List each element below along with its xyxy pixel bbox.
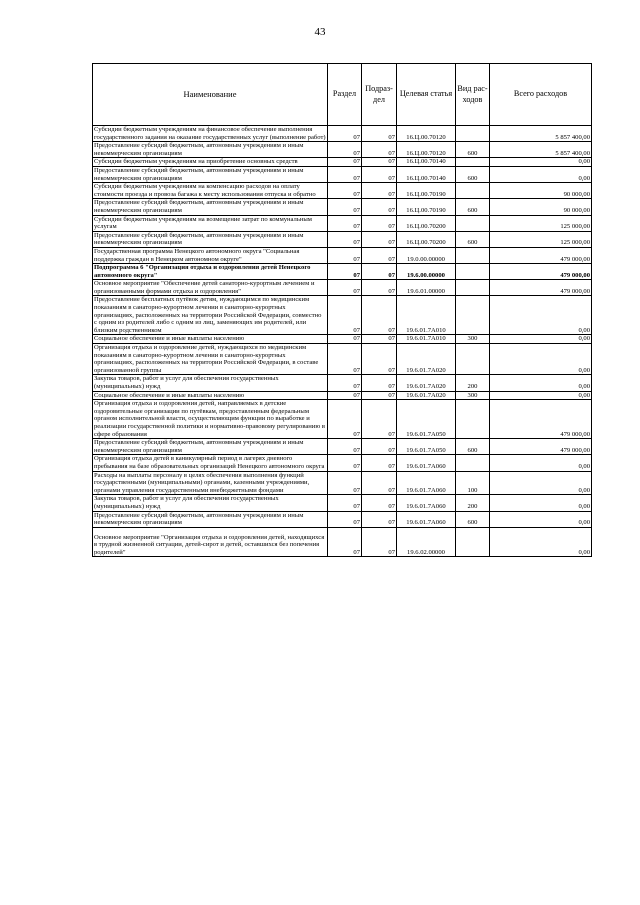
- cell-section: 07: [328, 375, 362, 391]
- cell-subsection: 07: [362, 158, 397, 167]
- cell-type: [456, 280, 490, 296]
- cell-section: 07: [328, 264, 362, 280]
- cell-total: 0,00: [490, 335, 592, 344]
- cell-subsection: 07: [362, 166, 397, 182]
- cell-section: 07: [328, 231, 362, 247]
- cell-target: 19.6.01.7А060: [397, 455, 456, 471]
- cell-subsection: 07: [362, 400, 397, 439]
- cell-type: [456, 126, 490, 142]
- cell-subsection: 07: [362, 344, 397, 375]
- table-row: [93, 280, 592, 296]
- cell-type: [456, 527, 490, 557]
- cell-total: 125 000,00: [490, 215, 592, 231]
- table-row: [93, 455, 592, 471]
- cell-total: 0,00: [490, 511, 592, 527]
- column-header-target: Целевая статья: [397, 64, 456, 126]
- cell-type: 300: [456, 391, 490, 400]
- table-row: [93, 471, 592, 495]
- cell-name: Субсидии бюджетным учреждениям на приобретение основных средств: [93, 158, 328, 167]
- table-body: [93, 126, 592, 557]
- cell-subsection: 07: [362, 126, 397, 142]
- cell-section: 07: [328, 400, 362, 439]
- cell-total: 90 000,00: [490, 199, 592, 215]
- cell-type: [456, 264, 490, 280]
- cell-target: 19.6.01.7А020: [397, 344, 456, 375]
- cell-name: Государственная программа Ненецкого автономного округа "Социальная поддержка граждан в Ненецком автономном округе": [93, 247, 328, 263]
- cell-subsection: 07: [362, 264, 397, 280]
- cell-subsection: 07: [362, 511, 397, 527]
- cell-total: 5 857 400,00: [490, 142, 592, 158]
- cell-total: 0,00: [490, 166, 592, 182]
- cell-section: 07: [328, 142, 362, 158]
- cell-section: 07: [328, 126, 362, 142]
- cell-name: Предоставление субсидий бюджетным, автономным учреждениям и иным некоммерческим организациям: [93, 439, 328, 455]
- cell-section: 07: [328, 495, 362, 511]
- cell-type: 600: [456, 142, 490, 158]
- cell-target: 19.6.01.7А010: [397, 296, 456, 335]
- table-row: [93, 158, 592, 167]
- table-row: [93, 400, 592, 439]
- cell-subsection: 07: [362, 455, 397, 471]
- cell-target: 19.6.01.7А060: [397, 511, 456, 527]
- table-row: [93, 183, 592, 199]
- cell-subsection: 07: [362, 231, 397, 247]
- column-header-total: Всего расходов: [490, 64, 592, 126]
- column-header-section: Раздел: [328, 64, 362, 126]
- cell-subsection: 07: [362, 527, 397, 557]
- cell-section: 07: [328, 344, 362, 375]
- budget-table: [92, 63, 592, 557]
- cell-name: Социальное обеспечение и иные выплаты населению: [93, 335, 328, 344]
- cell-name: Закупка товаров, работ и услуг для обеспечения государственных (муниципальных) нужд: [93, 375, 328, 391]
- cell-type: 100: [456, 471, 490, 495]
- table-header-row: [93, 64, 592, 126]
- cell-target: 16.Ц.00.70200: [397, 231, 456, 247]
- table-row: [93, 296, 592, 335]
- cell-type: 600: [456, 199, 490, 215]
- table-row: [93, 391, 592, 400]
- table-row: [93, 142, 592, 158]
- cell-target: 16.Ц.00.70140: [397, 158, 456, 167]
- cell-total: 479 000,00: [490, 439, 592, 455]
- cell-target: 19.6.01.7А050: [397, 400, 456, 439]
- cell-subsection: 07: [362, 199, 397, 215]
- column-header-subsection: Подраз-дел: [362, 64, 397, 126]
- table-row: [93, 344, 592, 375]
- cell-total: 0,00: [490, 455, 592, 471]
- cell-name: Социальное обеспечение и иные выплаты населению: [93, 391, 328, 400]
- cell-total: 0,00: [490, 375, 592, 391]
- cell-target: 16.Ц.00.70200: [397, 215, 456, 231]
- cell-total: 0,00: [490, 527, 592, 557]
- cell-total: 0,00: [490, 495, 592, 511]
- cell-name: Организация отдыха и оздоровления детей, направляемых в детские оздоровительные организации по путёвкам, предоставленным федеральным органом исполнительной власти, осуществляющим функции по выработке и реализации государственной политики и нормативно-правовому регулированию в сфере образования: [93, 400, 328, 439]
- cell-target: 16.Ц.00.70120: [397, 126, 456, 142]
- cell-name: Субсидии бюджетным учреждениям на возмещение затрат по коммунальным услугам: [93, 215, 328, 231]
- cell-section: 07: [328, 215, 362, 231]
- cell-type: 200: [456, 495, 490, 511]
- table-row: [93, 126, 592, 142]
- cell-subsection: 07: [362, 335, 397, 344]
- cell-name: Предоставление бесплатных путёвок детям, нуждающимся по медицинским показаниям в санаторно-курортном лечении в санаторно-курортных организациях, расположенных на территории Российской Федерации, совместно с одним из родителей либо с одним из лиц, заменяющих им родителей, или близким родственником: [93, 296, 328, 335]
- cell-type: [456, 247, 490, 263]
- table-row: [93, 247, 592, 263]
- cell-subsection: 07: [362, 439, 397, 455]
- cell-target: 19.6.01.7А020: [397, 391, 456, 400]
- cell-total: 0,00: [490, 158, 592, 167]
- cell-name: Организация отдыха и оздоровление детей, нуждающихся по медицинским показаниям в санаторно-курортном лечении в санаторно-курортных организациях, расположенных на территории Российской Федерации, в составе организованной группы: [93, 344, 328, 375]
- cell-section: 07: [328, 455, 362, 471]
- cell-total: 90 000,00: [490, 183, 592, 199]
- cell-type: [456, 455, 490, 471]
- cell-name: Субсидии бюджетным учреждениям на финансовое обеспечение выполнения государственного задания на оказание государственных услуг (выполнение работ): [94, 126, 326, 141]
- cell-target: 19.6.01.7А060: [397, 471, 456, 495]
- cell-target: 19.0.00.00000: [397, 247, 456, 263]
- table-row: [93, 527, 592, 557]
- cell-target: 16.Ц.00.70190: [397, 183, 456, 199]
- cell-name: Предоставление субсидий бюджетным, автономным учреждениям и иным некоммерческим организациям: [93, 511, 328, 527]
- cell-subsection: 07: [362, 495, 397, 511]
- cell-type: 600: [456, 439, 490, 455]
- cell-name: Субсидии бюджетным учреждениям на компенсацию расходов на оплату стоимости проезда и провоза багажа к месту использования отпуска и обратно: [93, 183, 328, 199]
- cell-type: [456, 215, 490, 231]
- cell-subsection: 07: [362, 391, 397, 400]
- cell-section: 07: [328, 296, 362, 335]
- cell-subsection: 07: [362, 280, 397, 296]
- cell-type: 600: [456, 166, 490, 182]
- cell-total: 479 000,00: [490, 264, 592, 280]
- cell-name: Подпрограмма 6 "Организация отдыха и оздоровления детей Ненецкого автономного округа": [93, 264, 328, 280]
- cell-name: Предоставление субсидий бюджетным, автономным учреждениям и иным некоммерческим организациям: [93, 199, 328, 215]
- cell-target: 19.6.01.7А020: [397, 375, 456, 391]
- cell-section: 07: [328, 199, 362, 215]
- cell-type: 600: [456, 231, 490, 247]
- cell-section: 07: [328, 471, 362, 495]
- cell-name: Предоставление субсидий бюджетным, автономным учреждениям и иным некоммерческим организациям: [93, 142, 328, 158]
- table-row: [93, 215, 592, 231]
- cell-section: 07: [328, 511, 362, 527]
- cell-name: Организация отдыха детей в каникулярный период в лагерях дневного пребывания на базе образовательных организаций Ненецкого автономного округа: [93, 455, 328, 471]
- table-row: [93, 375, 592, 391]
- table-row: [93, 231, 592, 247]
- cell-type: [456, 400, 490, 439]
- column-header-name: Наименование: [93, 64, 328, 126]
- cell-target: 16.Ц.00.70140: [397, 166, 456, 182]
- cell-name: Основное мероприятие "Обеспечение детей санаторно-курортным лечением и организованными формами отдыха и оздоровления": [93, 280, 328, 296]
- cell-type: 200: [456, 375, 490, 391]
- cell-section: 07: [328, 527, 362, 557]
- table-row: [93, 199, 592, 215]
- cell-type: [456, 296, 490, 335]
- cell-section: 07: [328, 335, 362, 344]
- cell-total: 5 857 400,00: [490, 126, 592, 142]
- cell-section: 07: [328, 166, 362, 182]
- cell-section: 07: [328, 280, 362, 296]
- column-header-type: Вид рас-ходов: [456, 64, 490, 126]
- cell-total: 0,00: [490, 296, 592, 335]
- cell-total: 0,00: [490, 391, 592, 400]
- cell-target: 19.6.01.00000: [397, 280, 456, 296]
- table-row: [93, 166, 592, 182]
- cell-type: [456, 158, 490, 167]
- cell-subsection: 07: [362, 471, 397, 495]
- cell-target: 16.Ц.00.70190: [397, 199, 456, 215]
- cell-total: 125 000,00: [490, 231, 592, 247]
- cell-section: 07: [328, 439, 362, 455]
- cell-subsection: 07: [362, 247, 397, 263]
- cell-subsection: 07: [362, 375, 397, 391]
- cell-subsection: 07: [362, 183, 397, 199]
- cell-total: 479 000,00: [490, 400, 592, 439]
- cell-section: 07: [328, 183, 362, 199]
- cell-name: Закупка товаров, работ и услуг для обеспечения государственных (муниципальных) нужд: [93, 495, 328, 511]
- cell-name: Предоставление субсидий бюджетным, автономным учреждениям и иным некоммерческим организациям: [93, 166, 328, 182]
- cell-section: 07: [328, 158, 362, 167]
- table-row: [93, 439, 592, 455]
- table-row: [93, 335, 592, 344]
- cell-total: 0,00: [490, 471, 592, 495]
- cell-section: 07: [328, 247, 362, 263]
- cell-target: 16.Ц.00.70120: [397, 142, 456, 158]
- cell-target: 19.6.02.00000: [397, 527, 456, 557]
- page-number: 43: [314, 26, 326, 38]
- cell-total: 0,00: [490, 344, 592, 375]
- cell-name: Основное мероприятие "Организация отдыха и оздоровления детей, находящихся в трудной жизненной ситуации, детей-сирот и детей, оставшихся без попечения родителей": [93, 527, 328, 557]
- cell-target: 19.6.00.00000: [397, 264, 456, 280]
- table-row: [93, 264, 592, 280]
- cell-target: 19.6.01.7А010: [397, 335, 456, 344]
- cell-target: 19.6.01.7А060: [397, 495, 456, 511]
- cell-subsection: 07: [362, 142, 397, 158]
- cell-subsection: 07: [362, 296, 397, 335]
- cell-type: 300: [456, 335, 490, 344]
- cell-type: [456, 183, 490, 199]
- cell-name: Предоставление субсидий бюджетным, автономным учреждениям и иным некоммерческим организациям: [93, 231, 328, 247]
- cell-subsection: 07: [362, 215, 397, 231]
- table-row: [93, 495, 592, 511]
- cell-type: 600: [456, 511, 490, 527]
- cell-type: [456, 344, 490, 375]
- cell-section: 07: [328, 391, 362, 400]
- cell-target: 19.6.01.7А050: [397, 439, 456, 455]
- cell-name: Расходы на выплаты персоналу в целях обеспечения выполнения функций государственными (муниципальными) органами, казенными учреждениями, органами управления государственными внебюджетными фондами: [93, 471, 328, 495]
- cell-total: 479 000,00: [490, 247, 592, 263]
- table-row: [93, 511, 592, 527]
- cell-total: 479 000,00: [490, 280, 592, 296]
